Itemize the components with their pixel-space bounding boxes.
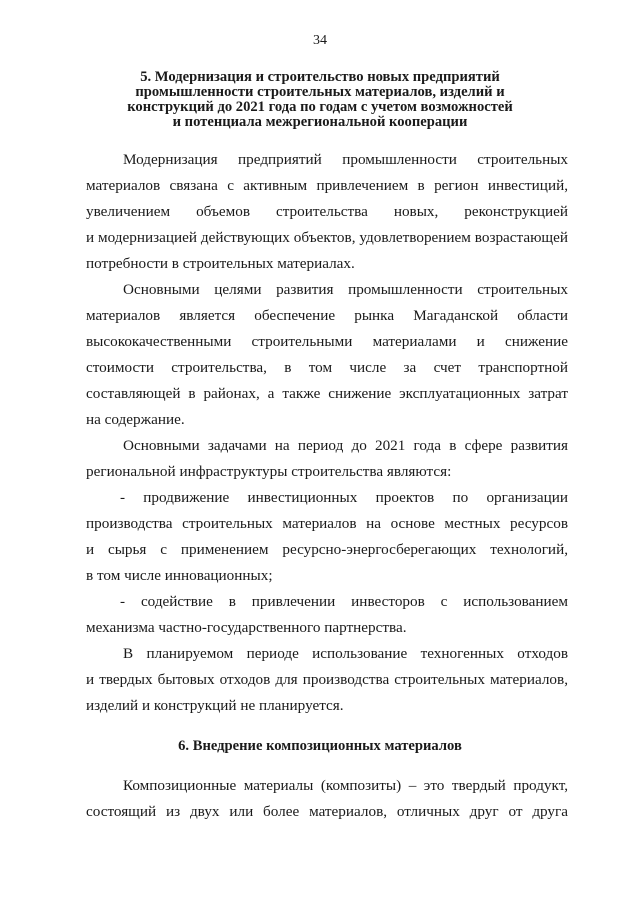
paragraph-line: на содержание. [86,411,185,428]
section-5-heading [0,70,640,130]
paragraph-line: В планируемом периоде использование техногенных отходов [123,645,568,662]
paragraph-line: Модернизация предприятий промышленности строительных [123,151,568,168]
paragraph-line: и модернизацией действующих объектов, удовлетворением возрастающей [86,229,568,246]
paragraph-line: и твердых бытовых отходов для производства строительных материалов, [86,671,568,688]
paragraph-line: региональной инфраструктуры строительства являются: [86,463,452,480]
list-item-line: механизма частно-государственного партнерства. [86,619,407,636]
paragraph-line: состоящий из двух или более материалов, отличных друг от друга [86,803,568,820]
section-5-heading-line: 5. Модернизация и строительство новых предприятий [140,69,500,85]
paragraph-line: потребности в строительных материалах. [86,255,355,272]
list-item-line: - содействие в привлечении инвесторов с использованием [120,593,568,610]
section-5-heading-line: и потенциала межрегиональной кооперации [172,114,468,130]
paragraph-line: высококачественными строительными материалами и снижение [86,333,568,350]
list-item-line: - продвижение инвестиционных проектов по организации [120,489,568,506]
paragraph-line: Основными задачами на период до 2021 года в сфере развития [123,437,568,454]
paragraph-line: изделий и конструкций не планируется. [86,697,344,714]
section-6-heading: 6. Внедрение композиционных материалов [178,738,462,754]
list-item-line: производства строительных материалов на основе местных ресурсов [86,515,568,532]
paragraph-line: материалов связана с активным привлечением в регион инвестиций, [86,177,568,194]
paragraph-line: Основными целями развития промышленности строительных [123,281,568,298]
list-item-line: в том числе инновационных; [86,567,273,584]
section-5-heading-line: промышленности строительных материалов, изделий и [135,84,505,100]
list-item-line: и сырья с применением ресурсно-энергосберегающих технологий, [86,541,568,558]
page-number: 34 [313,33,327,48]
paragraph-line: Композиционные материалы (композиты) – это твердый продукт, [123,777,568,794]
paragraph-line: стоимости строительства, в том числе за счет транспортной [86,359,568,376]
section-5-heading-line: конструкций до 2021 года по годам с учетом возможностей [127,99,513,115]
paragraph-line: составляющей в районах, а также снижение эксплуатационных затрат [86,385,568,402]
paragraph-line: материалов является обеспечение рынка Магаданской области [86,307,568,324]
paragraph-line: увеличением объемов строительства новых, реконструкцией [86,203,568,220]
